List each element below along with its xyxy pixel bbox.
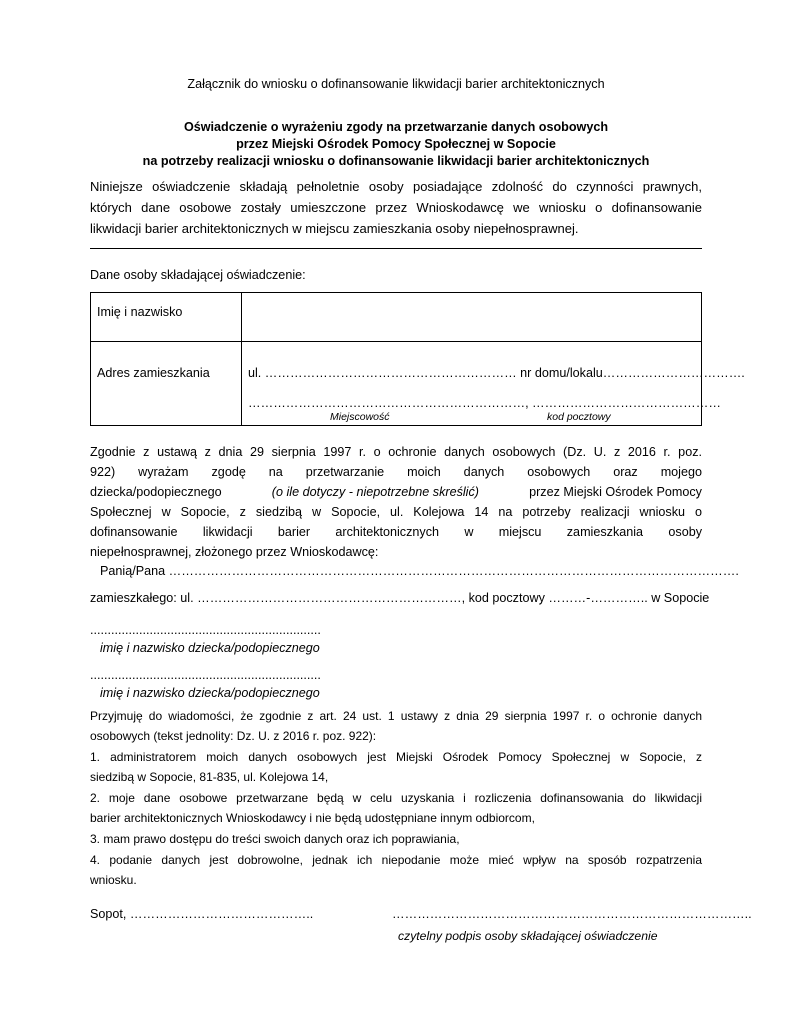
info-line-3: 1. administratorem moich danych osobowych jest Miejski Ośrodek Pomocy Społecznej w Sopocie, z [90, 750, 702, 764]
consent-line-4: Społecznej w Sopocie, z siedzibą w Sopocie, ul. Kolejowa 14 na potrzeby realizacji wniosku o [90, 505, 702, 519]
intro-line-2: których dane osobowe zostały umieszczone przez Wnioskodawcę we wniosku o dofinansowanie [90, 200, 702, 215]
info-line-6: barier architektonicznych Wnioskodawcy i nie będą udostępniane innym odbiorcom, [90, 811, 535, 825]
info-line-8: 4. podanie danych jest dobrowolne, jednak ich niepodanie może mieć wpływ na sposób rozpatrzenia [90, 853, 702, 867]
resident-address-line[interactable]: zamieszkałego: ul. ………………………………………………………, kod pocztowy ………-………….. w Sopocie [90, 591, 710, 605]
info-line-1: Przyjmuję do wiadomości, że zgodnie z art. 24 ust. 1 ustawy z dnia 29 sierpnia 1997 r. o ochronie danych [90, 709, 702, 723]
consent-line-5: dofinansowanie likwidacji barier architektonicznych w miejscu zamieszkania osoby [90, 525, 702, 539]
document-title-line-3: na potrzeby realizacji wniosku o dofinansowanie likwidacji barier architektonicznych [142, 154, 650, 168]
consent-line-1: Zgodnie z ustawą z dnia 29 sierpnia 1997 r. o ochronie danych osobowych (Dz. U. z 2016 r. poz. [90, 445, 702, 459]
signature-caption: czytelny podpis osoby składającej oświadczenie [398, 929, 658, 943]
intro-line-3: likwidacji barier architektonicznych w miejscu zamieszkania osoby niepełnosprawnej. [90, 221, 579, 236]
child-1-caption: imię i nazwisko dziecka/podopiecznego [100, 641, 320, 655]
consent-line-3 [90, 483, 702, 502]
consent-line-2: 922) wyrażam zgodę na przetwarzanie moich danych osobowych oraz mojego [90, 465, 702, 479]
section-label: Dane osoby składającej oświadczenie: [90, 268, 306, 282]
place-date-field[interactable]: Sopot, …………………………………….. [90, 907, 314, 921]
attachment-title: Załącznik do wniosku o dofinansowanie likwidacji barier architektonicznych [187, 77, 605, 91]
child-2-caption: imię i nazwisko dziecka/podopiecznego [100, 686, 320, 700]
document-title-line-1: Oświadczenie o wyrażeniu zgody na przetwarzanie danych osobowych [183, 120, 609, 134]
pania-pana-line[interactable]: Panią/Pana ………………………………………………………………………………………………………………………. [100, 564, 739, 578]
address-city-line: …………………………………………………………, ……………………………………… [248, 396, 721, 410]
info-line-9: wniosku. [90, 873, 137, 887]
name-field[interactable] [242, 293, 702, 342]
city-caption: Miejscowość [330, 411, 390, 423]
document-title-line-2: przez Miejski Ośrodek Pomocy Społecznej w Sopocie [236, 137, 556, 151]
consent-line-6: niepełnosprawnej, złożonego przez Wnioskodawcę: [90, 545, 379, 559]
consent-line-3-start: dziecka/podopiecznego [90, 485, 222, 499]
address-street-line: ul. …………………………………………………… nr domu/lokalu……………………………. [248, 366, 745, 380]
info-line-4: siedzibą w Sopocie, 81-835, ul. Kolejowa 14, [90, 770, 329, 784]
consent-line-3-end: przez Miejski Ośrodek Pomocy [529, 485, 702, 499]
address-label: Adres zamieszkania [97, 366, 210, 380]
postal-code-caption: kod pocztowy [547, 411, 611, 423]
personal-data-table [90, 292, 745, 426]
consent-optional-note: (o ile dotyczy - niepotrzebne skreślić) [271, 485, 479, 499]
signature-field[interactable]: ………………………………………………………………………….. [392, 907, 752, 921]
info-line-2: osobowych (tekst jednolity: Dz. U. z 2016 r. poz. 922): [90, 729, 377, 743]
info-line-5: 2. moje dane osobowe przetwarzane będą w celu uzyskania i rozliczenia dofinansowania do likwidacji [90, 791, 702, 805]
intro-line-1: Niniejsze oświadczenie składają pełnoletnie osoby posiadające zdolność do czynności prawnych, [90, 179, 702, 194]
info-line-7: 3. mam prawo dostępu do treści swoich danych oraz ich poprawiania, [90, 832, 460, 846]
child-1-name-field[interactable]: .................................................................. [90, 623, 321, 637]
name-label: Imię i nazwisko [97, 305, 183, 319]
address-field[interactable] [242, 342, 745, 426]
child-2-name-field[interactable]: .................................................................. [90, 668, 321, 682]
separator-rule [90, 248, 702, 249]
